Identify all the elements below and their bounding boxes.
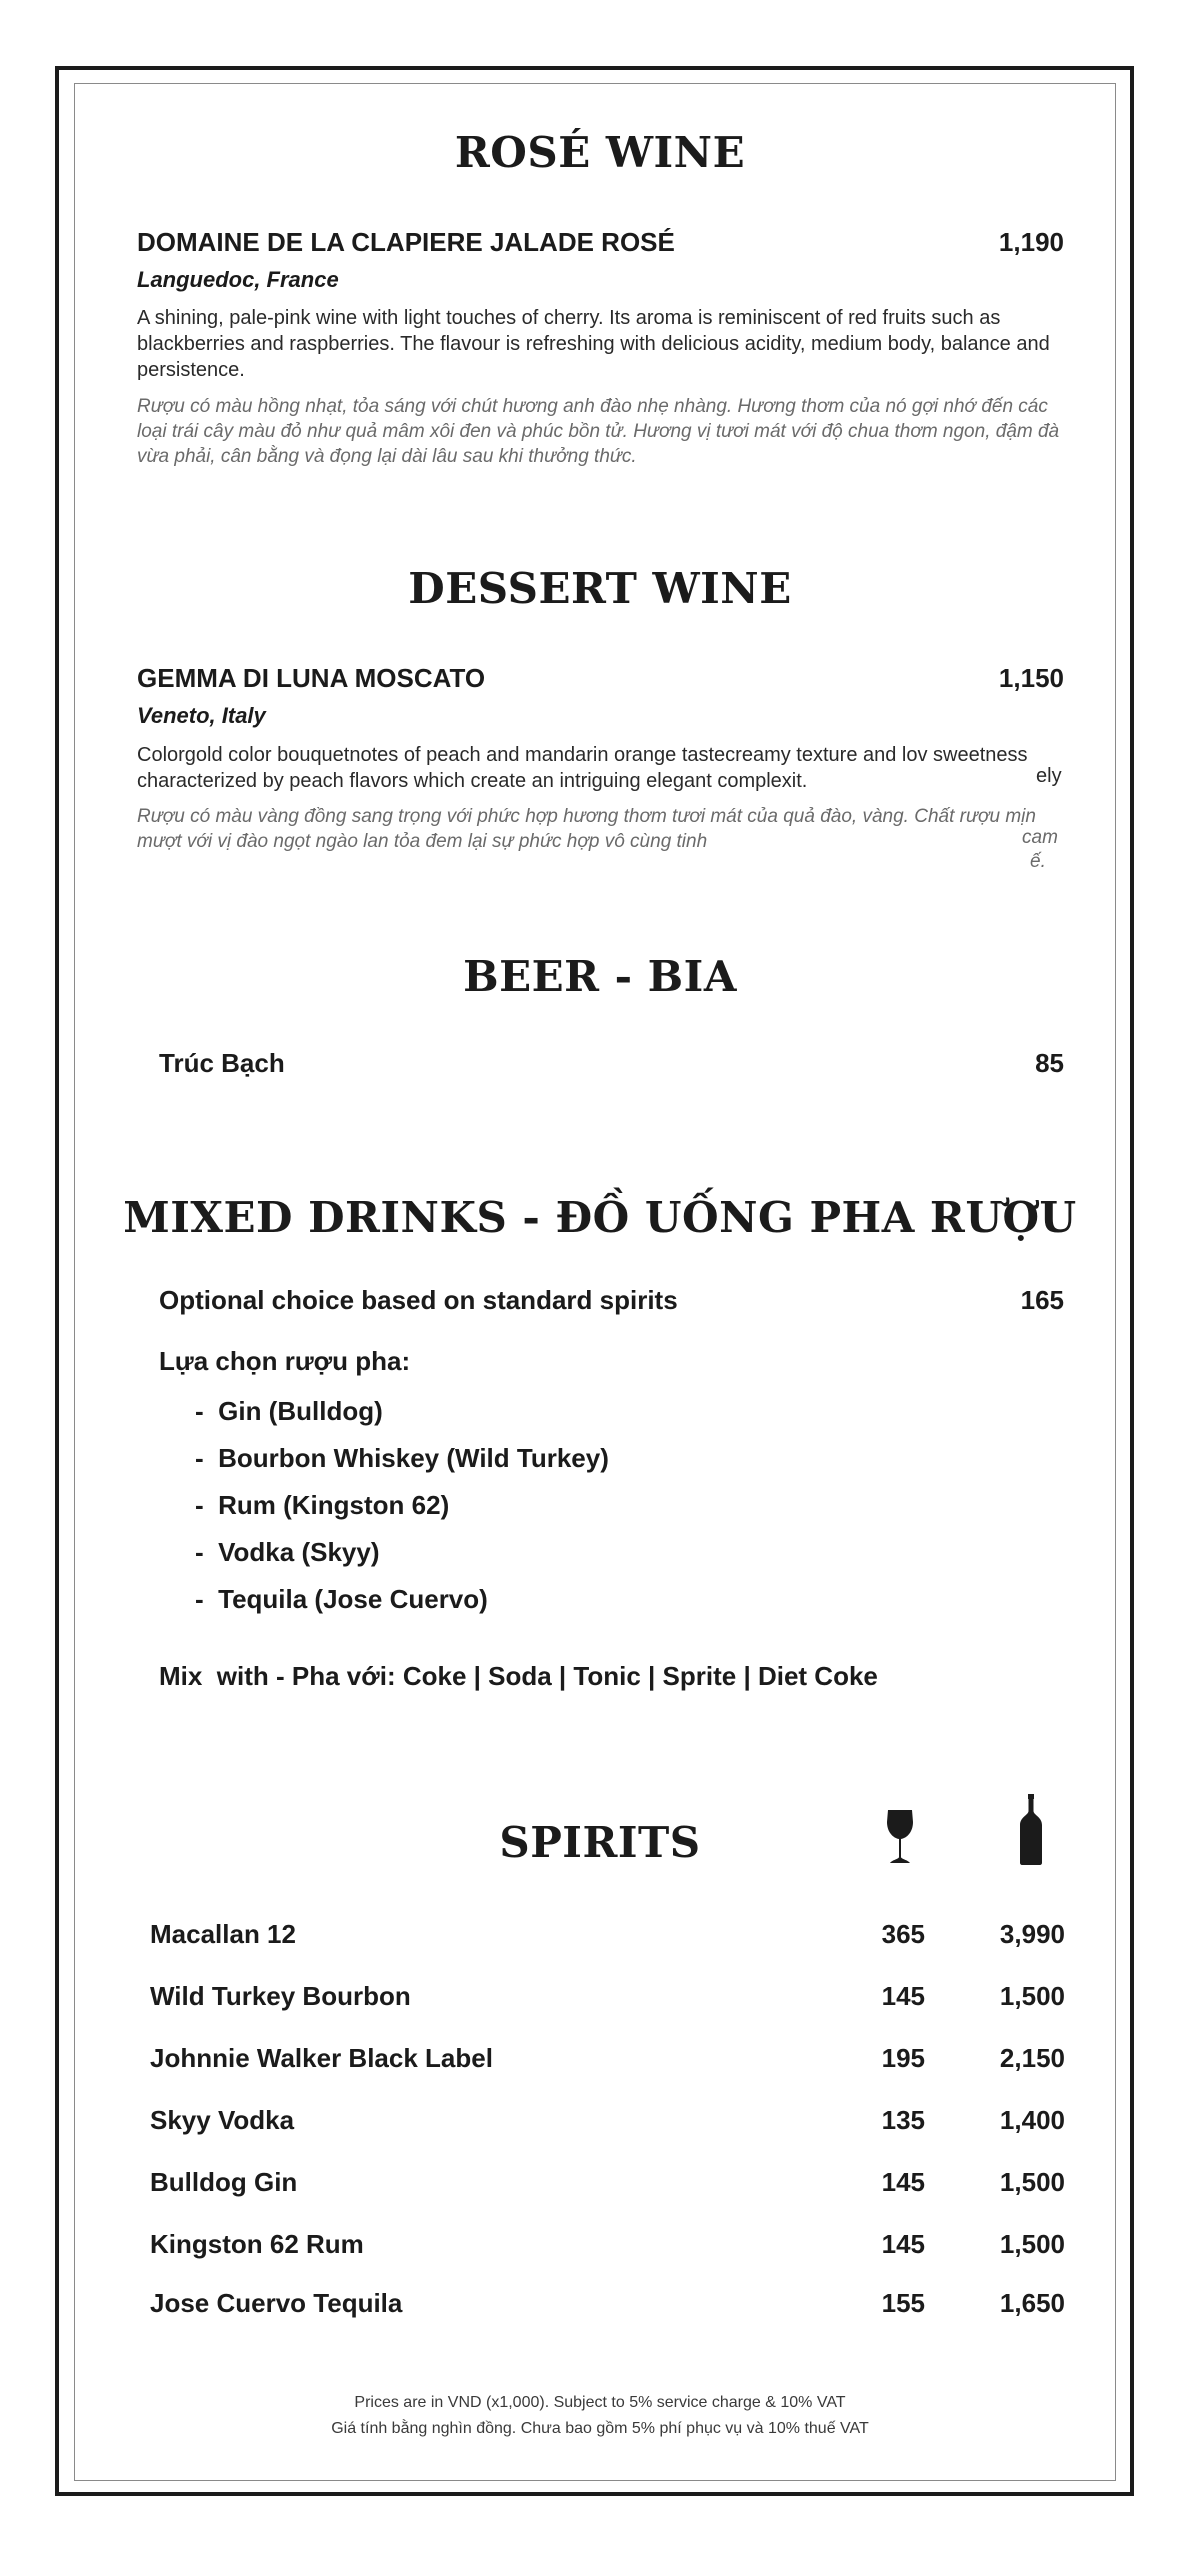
table-row xyxy=(150,2041,1065,2075)
spirit-name: Jose Cuervo Tequila xyxy=(150,2288,403,2318)
spirit-option: Tequila (Jose Cuervo) xyxy=(218,1584,488,1614)
beer-name: Trúc Bạch xyxy=(159,1048,285,1078)
dessert-wine-description-en: Colorgold color bouquetnotes of peach and mandarin orange tastecreamy texture and lov sweetness characterized by peach flavors which create an intriguing elegant complexit. xyxy=(137,744,1028,792)
beer-heading: BEER - BIA xyxy=(463,952,737,1001)
rose-wine-name: DOMAINE DE LA CLAPIERE JALADE ROSÉ xyxy=(137,227,675,257)
bullet: - xyxy=(195,1537,204,1567)
dessert-wine-description-vi-overflow-1: cam xyxy=(1022,827,1058,848)
spirit-glass-price: 145 xyxy=(881,2167,925,2197)
spirit-option: Rum (Kingston 62) xyxy=(218,1490,450,1520)
rose-wine-description-vi: Rượu có màu hồng nhạt, tỏa sáng với chút hương anh đào nhẹ nhàng. Hương thơm của nó gợi nhớ đến các loại trái cây màu đỏ như quả mâm xôi đen và phúc bồn tử. Hương vị tươi mát với độ chua thơm ngon, đậm đà vừa phải, cân bằng và đọng lại dài lâu sau khi thưởng thức. xyxy=(137,396,1060,467)
wine-glass-icon xyxy=(884,1808,916,1866)
spirit-option: Bourbon Whiskey (Wild Turkey) xyxy=(218,1443,609,1473)
spirit-glass-price: 145 xyxy=(881,1981,925,2011)
mixed-drinks-mixers: Mix with - Pha với: Coke | Soda | Tonic | Sprite | Diet Coke xyxy=(159,1661,878,1691)
spirit-option: Vodka (Skyy) xyxy=(218,1537,380,1567)
dessert-wine-description-vi-overflow-2: ế. xyxy=(1030,851,1046,872)
footer-note-en: Prices are in VND (x1,000). Subject to 5% service charge & 10% VAT xyxy=(354,2394,846,2411)
spirit-glass-price: 135 xyxy=(881,2105,925,2135)
dessert-wine-heading: DESSERT WINE xyxy=(408,564,792,613)
rose-wine-origin: Languedoc, France xyxy=(137,267,339,292)
spirit-name: Johnnie Walker Black Label xyxy=(150,2043,493,2073)
spirit-glass-price: 155 xyxy=(881,2288,925,2318)
rose-wine-heading: ROSÉ WINE xyxy=(454,128,746,177)
spirit-name: Bulldog Gin xyxy=(150,2167,298,2197)
spirit-bottle-price: 1,400 xyxy=(999,2105,1065,2135)
bottle-icon xyxy=(1018,1793,1044,1865)
spirit-glass-price: 365 xyxy=(881,1919,925,1949)
spirit-bottle-price: 2,150 xyxy=(999,2043,1065,2073)
mixed-drinks-price: 165 xyxy=(1020,1285,1064,1315)
spirit-bottle-price: 1,500 xyxy=(999,1981,1065,2011)
spirit-name: Wild Turkey Bourbon xyxy=(150,1981,411,2011)
spirit-option: Gin (Bulldog) xyxy=(218,1396,383,1426)
dessert-wine-price: 1,150 xyxy=(998,663,1064,693)
spirits-heading: SPIRITS xyxy=(499,1818,701,1867)
dessert-wine-description-en-overflow: ely xyxy=(1036,765,1062,787)
table-row xyxy=(150,1917,1065,1951)
spirit-name: Macallan 12 xyxy=(150,1919,296,1949)
bullet: - xyxy=(195,1396,204,1426)
spirit-name: Kingston 62 Rum xyxy=(150,2229,364,2259)
list-item xyxy=(195,1583,609,1630)
spirit-bottle-price: 1,500 xyxy=(999,2229,1065,2259)
bullet: - xyxy=(195,1490,204,1520)
mixed-drinks-name: Optional choice based on standard spirits xyxy=(159,1285,678,1315)
spirit-glass-price: 195 xyxy=(881,2043,925,2073)
spirit-bottle-price: 1,650 xyxy=(999,2288,1065,2318)
table-row xyxy=(150,1979,1065,2013)
dessert-wine-origin: Veneto, Italy xyxy=(137,703,266,728)
mixed-drinks-spirit-list xyxy=(195,1395,609,1630)
bullet: - xyxy=(195,1584,204,1614)
dessert-wine-description-vi: Rượu có màu vàng đồng sang trọng với phức hợp hương thơm tươi mát của quả đào, vàng. Chất rượu mịn mượt với vị đào ngọt ngào lan tỏa đem lại sự phức hợp vô cùng tinh xyxy=(137,806,1036,852)
mixed-drinks-heading: MIXED DRINKS - ĐỒ UỐNG PHA RƯỢU xyxy=(123,1193,1077,1242)
table-row xyxy=(150,2103,1065,2137)
table-row xyxy=(150,2286,1065,2320)
spirit-bottle-price: 1,500 xyxy=(999,2167,1065,2197)
list-item xyxy=(195,1395,609,1442)
dessert-wine-name: GEMMA DI LUNA MOSCATO xyxy=(137,663,486,693)
spirit-name: Skyy Vodka xyxy=(150,2105,295,2135)
spirit-bottle-price: 3,990 xyxy=(999,1919,1065,1949)
table-row xyxy=(150,2227,1065,2261)
mixed-drinks-choice-label: Lựa chọn rượu pha: xyxy=(159,1346,411,1376)
footer-note-vi: Giá tính bằng nghìn đồng. Chưa bao gồm 5% phí phục vụ và 10% thuế VAT xyxy=(331,2420,869,2437)
table-row xyxy=(150,2165,1065,2199)
rose-wine-price: 1,190 xyxy=(998,227,1064,257)
list-item xyxy=(195,1489,609,1536)
list-item xyxy=(195,1442,609,1489)
spirit-glass-price: 145 xyxy=(881,2229,925,2259)
beer-price: 85 xyxy=(1035,1048,1064,1078)
bullet: - xyxy=(195,1443,204,1473)
list-item xyxy=(195,1536,609,1583)
rose-wine-description-en: A shining, pale-pink wine with light touches of cherry. Its aroma is reminiscent of red fruits such as blackberries and raspberries. The flavour is refreshing with delicious acidity, medium body, balance and persistence. xyxy=(137,307,1050,381)
